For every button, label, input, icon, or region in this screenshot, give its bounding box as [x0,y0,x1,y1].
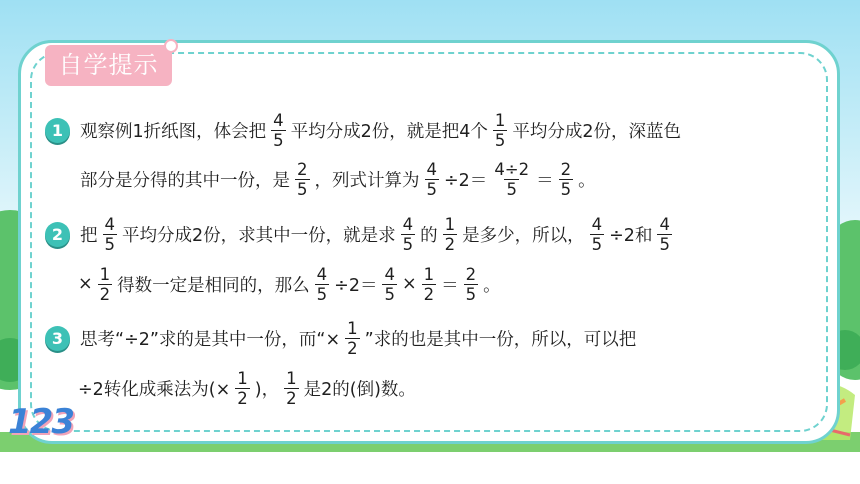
text: 平均分成2份，深蓝色 [512,121,682,142]
self-study-tag [45,45,172,86]
fraction [464,265,479,304]
denominator: 2 [444,234,456,254]
numerator: 4 [316,264,328,284]
denominator: 5 [506,179,517,199]
text: 得数一定是相同的，那么 [117,275,310,296]
item-number-badge: 3 [45,326,70,351]
bottom-strip [0,452,860,484]
numerator: 4 [659,214,670,234]
item1-line2 [80,159,596,199]
numerator: 1 [347,318,358,338]
text: × [78,274,93,294]
denominator: 5 [560,179,572,199]
text: ，列式计算为 [314,170,420,191]
text: 。 [483,275,501,296]
numerator: 4 [591,214,603,234]
item2-line1 [80,214,677,254]
item-number-badge: 1 [45,118,70,143]
numerator: 1 [99,264,111,284]
text: 观察例1折纸图，体会把 [80,121,267,142]
denominator: 5 [273,130,284,150]
text: 思考“÷2”求的是其中一份，而“× [80,329,341,350]
numerator: 2 [560,159,572,179]
fraction [235,369,250,408]
denominator: 2 [423,284,435,304]
numerator: 1 [494,110,506,130]
text: ÷2转化成乘法为(× [78,379,231,400]
text: 。 [578,170,596,191]
denominator: 5 [426,179,437,199]
denominator: 5 [104,234,115,254]
tag-dot [164,39,178,53]
numerator: 4 [384,264,395,284]
denominator: 5 [297,179,308,199]
numerator: 4÷2 [494,159,530,179]
fraction [271,111,286,150]
text: ÷2＝ [444,170,488,191]
fraction [492,160,531,199]
fraction [443,215,458,254]
denominator: 2 [237,388,248,408]
fraction [493,111,508,150]
fraction [103,215,118,254]
decor-numbers-123: 123 [8,402,73,442]
numerator: 1 [423,264,435,284]
tag-label: 自学提示 [58,51,159,79]
text: 是2的(倒)数。 [303,379,416,400]
fraction [295,160,310,199]
denominator: 2 [347,338,358,358]
numerator: 1 [444,214,456,234]
fraction [284,369,299,408]
denominator: 2 [286,388,297,408]
numerator: 4 [402,214,414,234]
text: 平均分成2份，求其中一份，就是求 [122,225,396,246]
denominator: 5 [316,284,328,304]
text: ＝ [536,170,554,191]
fraction [98,265,113,304]
numerator: 2 [465,264,477,284]
text: ＝ [441,275,459,296]
text: 的 [420,225,438,246]
denominator: 5 [384,284,395,304]
denominator: 5 [659,234,670,254]
text: )， [254,379,280,400]
fraction [590,215,605,254]
fraction [382,265,397,304]
denominator: 2 [99,284,111,304]
text: ”求的也是其中一份，所以，可以把 [364,329,637,350]
denominator: 5 [494,130,506,150]
numerator: 1 [237,368,248,388]
item3-line1 [80,318,636,358]
text: ÷2和 [609,225,653,246]
text: 平均分成2份，就是把4个 [290,121,488,142]
fraction [425,160,440,199]
text: 是多少，所以， [462,225,585,246]
item2-line2 [78,264,501,304]
denominator: 5 [591,234,603,254]
fraction [401,215,416,254]
fraction [422,265,437,304]
text: × [401,274,417,294]
fraction [345,319,360,358]
fraction [559,160,574,199]
item-number-badge: 2 [45,222,70,247]
numerator: 4 [104,214,115,234]
denominator: 5 [402,234,414,254]
item3-line2 [78,368,416,408]
text: 部分是分得的其中一份，是 [80,170,290,191]
fraction [657,215,672,254]
numerator: 2 [297,159,308,179]
denominator: 5 [465,284,477,304]
numerator: 4 [426,159,437,179]
item1-line1 [80,110,681,150]
fraction [315,265,330,304]
numerator: 1 [286,368,297,388]
numerator: 4 [273,110,284,130]
text: ÷2＝ [334,275,378,296]
text: 把 [80,225,98,246]
